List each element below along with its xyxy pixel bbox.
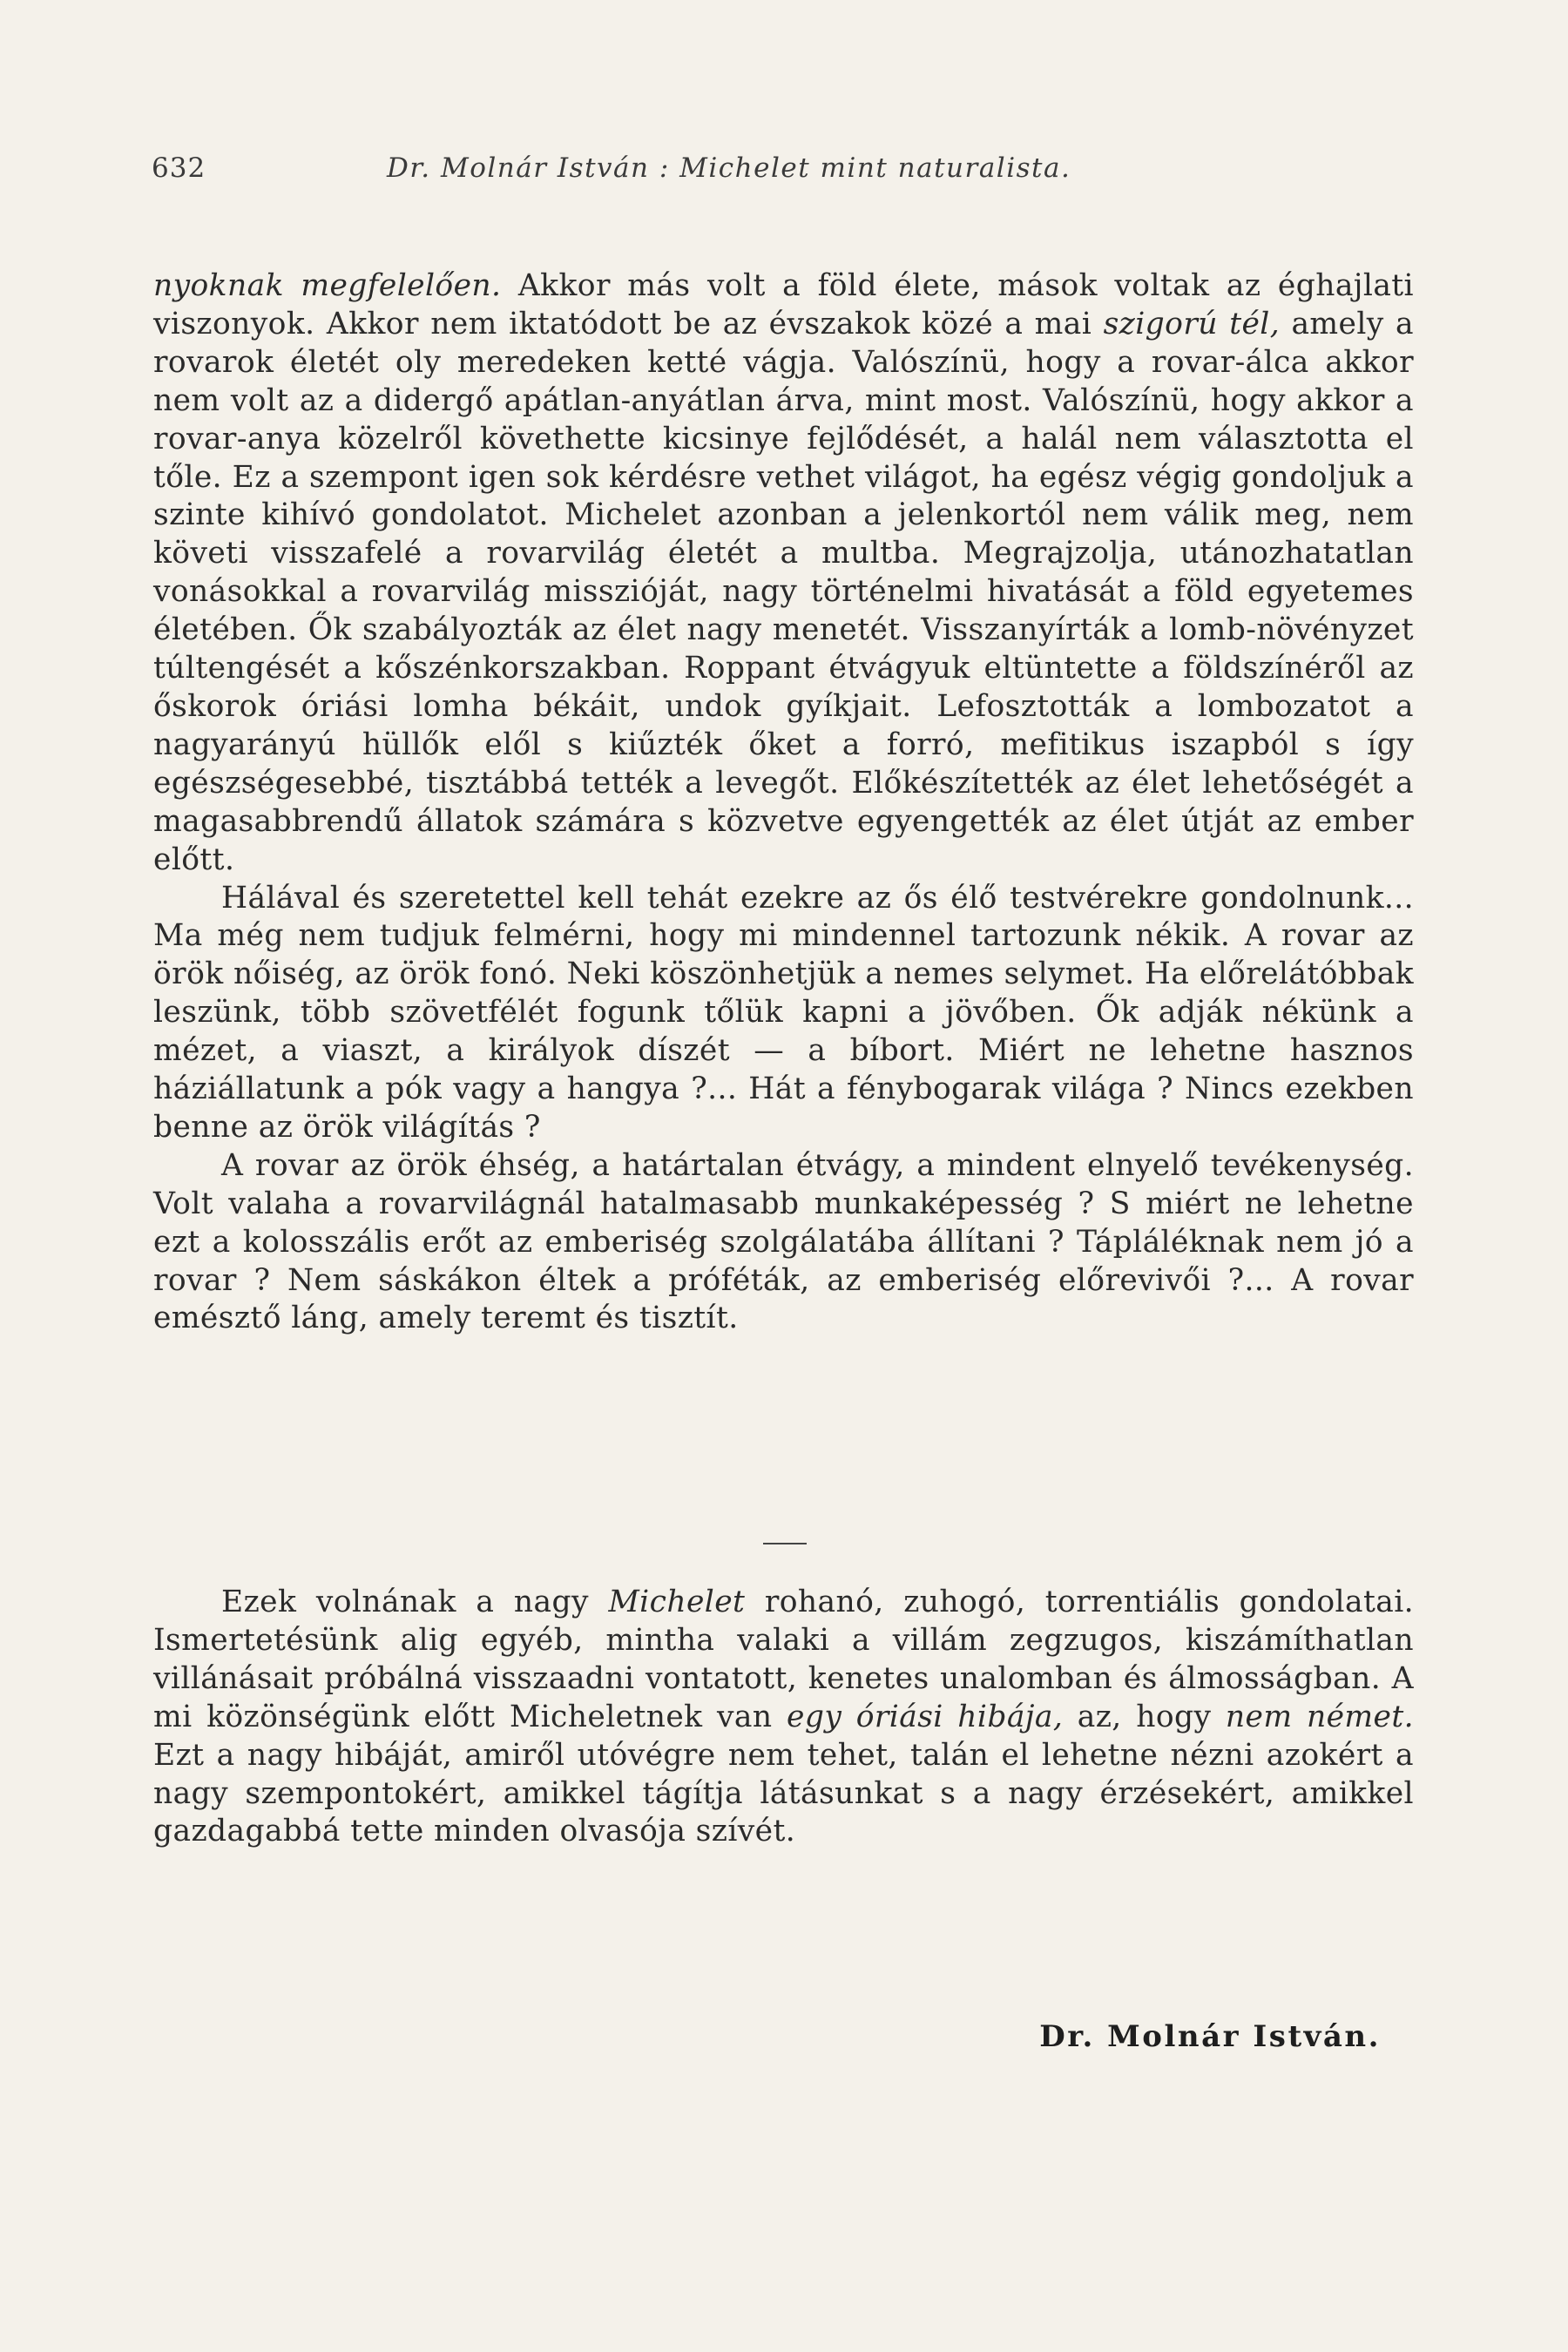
closing-italic-flaw: egy óriási hibája, <box>787 1699 1064 1734</box>
closing-italic-name: Michelet <box>608 1585 746 1619</box>
running-title: Dr. Molnár István : Michelet mint naturalista. <box>387 152 1071 184</box>
section-divider <box>763 1543 807 1544</box>
author-signature: Dr. Molnár István. <box>1039 2019 1381 2054</box>
closing-text-c: az, hogy <box>1063 1699 1226 1734</box>
closing-paragraph-text <box>153 1584 1414 1851</box>
closing-text-a: Ezek volnának a nagy <box>221 1585 609 1619</box>
closing-italic-german: nem német. <box>1225 1699 1414 1734</box>
paragraph-3: A rovar az örök éhség, a határtalan étvágy, a mindent elnyelő tevékenység. Volt valaha a rovarvilágnál hatalmasabb munkaképesség ? S miért ne lehetne ezt a kolosszális erőt az emberiség szolgálatába állítani ? Tápláléknak nem jó a rovar ? Nem sáskákon éltek a próféták, az emberiség előrevivői ?... A rovar emésztő láng, amely teremt és tisztít. <box>153 1147 1414 1336</box>
page-number: 632 <box>152 152 206 184</box>
paragraph-1-italic-start: nyoknak megfelelően. <box>153 268 502 303</box>
paragraph-1-text-b: amely a rovarok életét oly meredeken ketté vágja. Valószínü, hogy a rovar-álca akkor nem volt az a didergő apátlan-anyátlan árva, mint most. Valószínü, hogy akkor a rovar-anya közelről követhette kicsinye fejlődését, a halál nem választotta el tőle. Ez a szempont igen sok kérdésre vethet világot, ha egész végig gondoljuk a szinte kihívó gondolatot. Michelet azonban a jelenkortól nem válik meg, nem követi visszafelé a rovarvilág életét a multba. Megrajzolja, utánozhatatlan vonásokkal a rovarvilág misszióját, nagy történelmi hivatását a föld egyetemes életében. Ők szabályozták az élet nagy menetét. Visszanyírták a lomb-növényzet túltengését a kőszénkorszakban. Roppant étvágyuk eltüntette a földszínéről az őskorok óriási lomha békáit, undok gyíkjait. Lefosztották a lombozatot a nagyarányú hüllők elől s kiűzték őket a forró, mefitikus iszapból s így egészségesebbé, tisztábbá tették a levegőt. Előkészítették az élet lehetőségét a magasabbrendű állatok számára s közvetve egyengették az élet útját az ember előtt. <box>153 306 1414 877</box>
paragraph-1 <box>153 267 1414 880</box>
closing-paragraph <box>153 1584 1414 1851</box>
running-header <box>152 152 1423 193</box>
paragraph-2: Hálával és szeretettel kell tehát ezekre az ős élő testvérekre gondolnunk... Ma még nem tudjuk felmérni, hogy mi mindennel tartozunk nékik. A rovar az örök nőiség, az örök fonó. Neki köszönhetjük a nemes selymet. Ha előrelátóbbak leszünk, több szövetfélét fogunk tőlük kapni a jövőben. Ők adják nékünk a mézet, a viaszt, a királyok díszét — a bíbort. Miért ne lehetne hasznos háziállatunk a pók vagy a hangya ?... Hát a fénybogarak világa ? Nincs ezekben benne az örök világítás ? <box>153 880 1414 1145</box>
paragraph-1-text-a: Akkor más volt a föld élete, mások voltak az éghajlati viszonyok. Akkor nem iktatódott be az évszakok közé a mai <box>153 268 1414 341</box>
article-body <box>153 267 1414 1338</box>
closing-text-b: rohanó, zuhogó, torrentiális gondolatai. Ismertetésünk alig egyéb, mintha valaki a villám zegzugos, kiszámíthatlan villánásait próbálná visszaadni vontatott, kenetes unalomban és álmosságban. A mi közönségünk előtt Micheletnek van <box>153 1585 1414 1734</box>
closing-text-d: Ezt a nagy hibáját, amiről utóvégre nem tehet, talán el lehetne nézni azokért a nagy szempontokért, amikkel tágítja látásunkat s a nagy érzésekért, amikkel gazdagabbá tette minden olvasója szívét. <box>153 1737 1414 1849</box>
paragraph-1-italic-term: szigorú tél, <box>1103 306 1281 341</box>
